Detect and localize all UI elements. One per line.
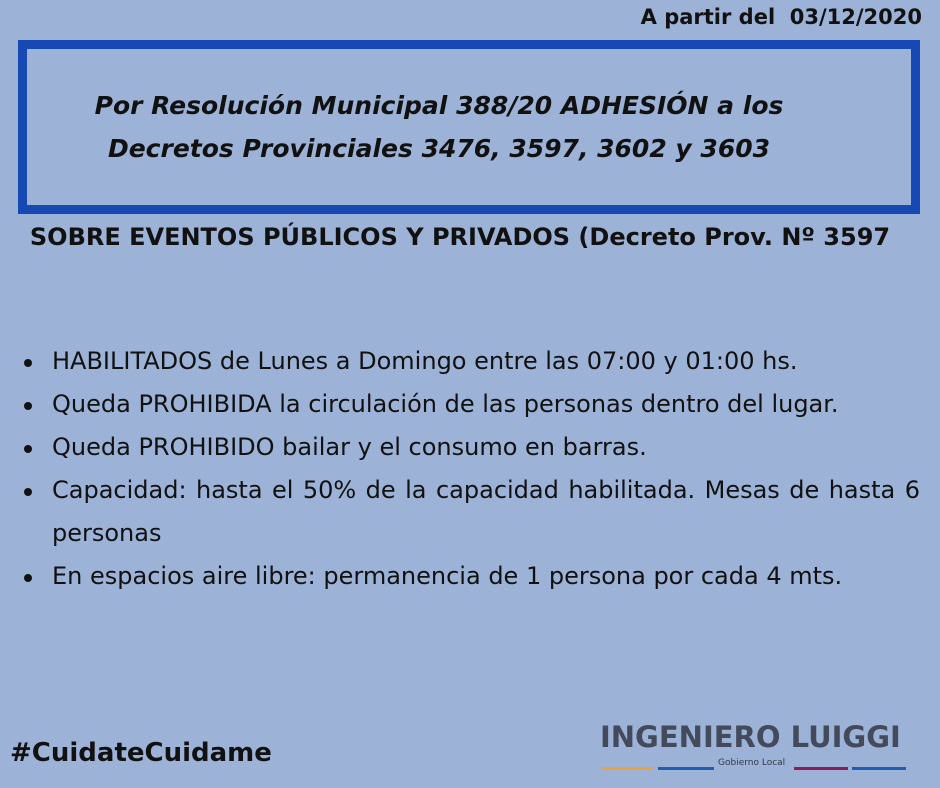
rule-text: HABILITADOS de Lunes a Domingo entre las 07:00 y 01:00 hs. bbox=[52, 347, 798, 375]
bullet-icon bbox=[24, 445, 32, 453]
rule-text: Queda PROHIBIDA la circulación de las personas dentro del lugar. bbox=[52, 390, 839, 418]
effective-date: A partir del 03/12/2020 bbox=[640, 5, 922, 29]
municipality-logo bbox=[600, 720, 910, 776]
section-title: SOBRE EVENTOS PÚBLICOS Y PRIVADOS (Decreto Prov. Nº 3597 bbox=[29, 223, 891, 251]
bullet-icon bbox=[24, 574, 32, 582]
logo-stripe-orange bbox=[602, 767, 654, 770]
resolution-box bbox=[18, 40, 920, 214]
rule-item bbox=[24, 426, 920, 469]
rules-list bbox=[24, 340, 920, 598]
rule-text: Queda PROHIBIDO bailar y el consumo en barras. bbox=[52, 433, 647, 461]
rule-text: En espacios aire libre: permanencia de 1 persona por cada 4 mts. bbox=[52, 562, 843, 590]
hashtag: #CuidateCuidame bbox=[10, 738, 272, 768]
rule-item bbox=[24, 555, 920, 598]
logo-stripe-purple bbox=[794, 767, 848, 770]
logo-stripe-blue-right bbox=[852, 767, 906, 770]
resolution-text: Por Resolución Municipal 388/20 ADHESIÓN a los Decretos Provinciales 3476, 3597, 3602 y 3603 bbox=[94, 91, 784, 163]
rule-text: Capacidad: hasta el 50% de la capacidad habilitada. Mesas de hasta 6 personas bbox=[52, 476, 920, 547]
logo-title: INGENIERO LUIGGI bbox=[600, 720, 901, 754]
bullet-icon bbox=[24, 402, 32, 410]
rule-item bbox=[24, 383, 920, 426]
bullet-icon bbox=[24, 359, 32, 367]
logo-stripe-blue bbox=[658, 767, 714, 770]
rule-item bbox=[24, 340, 920, 383]
bullet-icon bbox=[24, 488, 32, 496]
logo-subtitle: Gobierno Local bbox=[718, 758, 786, 768]
rule-item bbox=[24, 469, 920, 555]
